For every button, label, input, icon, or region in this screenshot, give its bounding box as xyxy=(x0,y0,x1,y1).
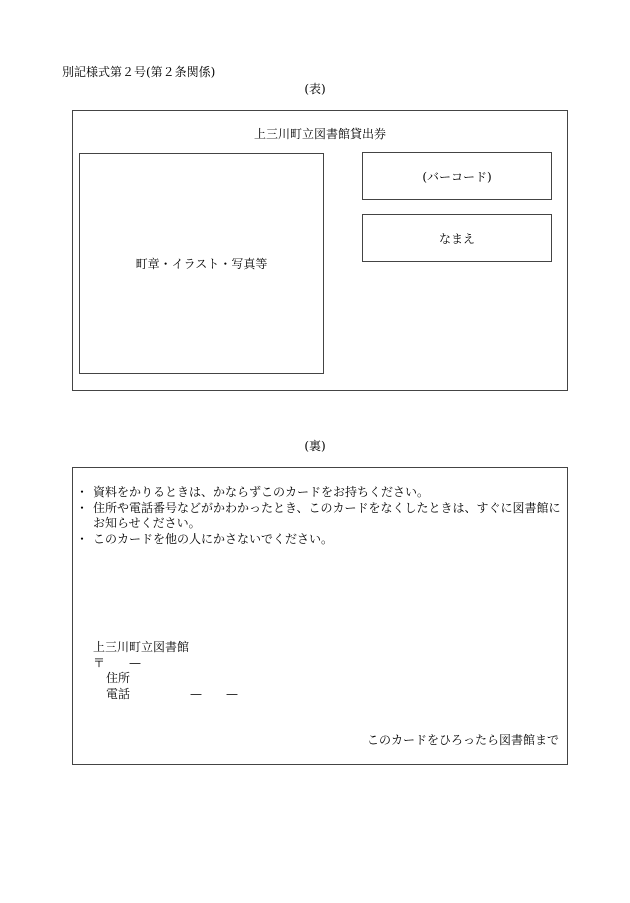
back-side-label: (裏) xyxy=(304,439,326,453)
barcode-placeholder-text: (バーコード) xyxy=(422,169,492,184)
front-side-label: (表) xyxy=(304,82,326,96)
library-address-block xyxy=(93,640,238,702)
emblem-placeholder-box xyxy=(79,153,324,374)
name-placeholder-text: なまえ xyxy=(438,231,475,246)
barcode-placeholder-box xyxy=(362,152,552,200)
phone-line: 電話 — — xyxy=(106,686,239,701)
notes-list xyxy=(79,485,565,547)
name-placeholder-box xyxy=(362,214,552,262)
address-label: 住所 xyxy=(106,671,131,685)
front-card xyxy=(72,110,568,391)
emblem-placeholder-text: 町章・イラスト・写真等 xyxy=(135,257,268,271)
library-name: 上三川町立図書館 xyxy=(93,640,190,654)
return-note: このカードをひろったら図書館まで xyxy=(366,733,559,747)
card-title: 上三川町立図書館貸出券 xyxy=(253,127,386,141)
postal-code-line: 〒 — xyxy=(93,655,142,670)
list-item: ・ 住所や電話番号などがかわかったとき、このカードをなくしたときは、すぐに図書館にお知らせください。 xyxy=(79,501,565,532)
back-card xyxy=(72,467,568,765)
form-title: 別記様式第２号(第２条関係) xyxy=(62,65,216,79)
list-item: ・ 資料をかりるときは、かならずこのカードをお持ちください。 xyxy=(79,485,565,501)
list-item: ・ このカードを他の人にかさないでください。 xyxy=(79,532,565,548)
